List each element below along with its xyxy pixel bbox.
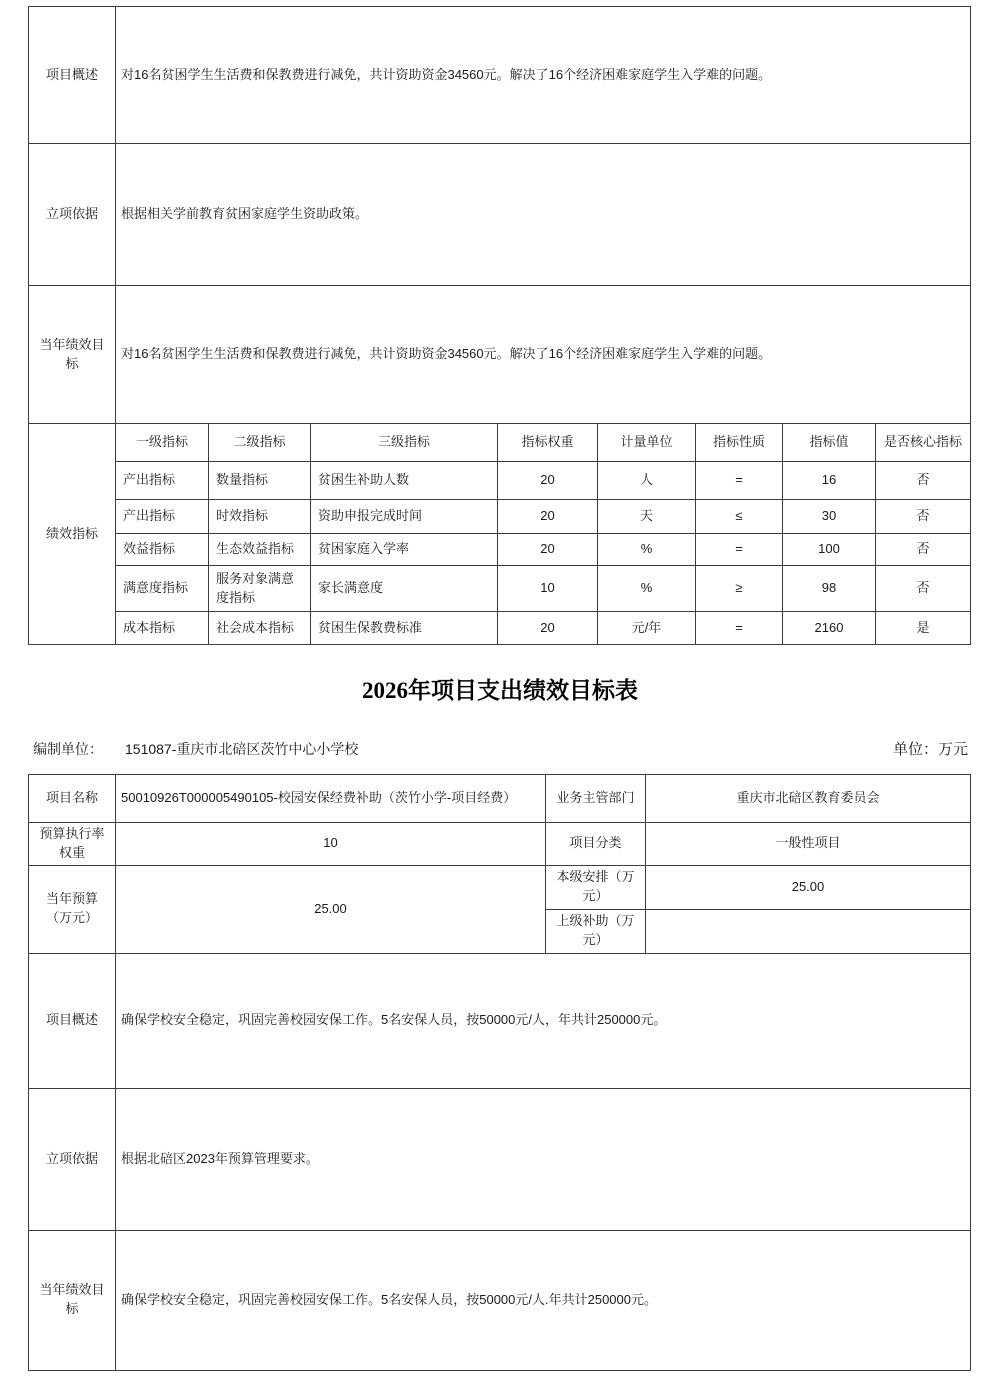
indicator-cell: 资助申报完成时间 [311,500,498,534]
table-row [29,775,971,823]
header-nature: 指标性质 [696,424,783,462]
superior-subsidy-value [646,909,971,953]
table-row [29,865,971,909]
table-row [29,286,971,424]
indicator-cell: 2160 [783,612,876,645]
header-unit: 计量单位 [598,424,696,462]
approval-basis-label: 立项依据 [29,144,116,286]
prepared-by-label: 编制单位： [33,741,103,757]
indicator-row [29,534,971,566]
indicator-cell: 数量指标 [209,462,311,500]
annual-target-content: 确保学校安全稳定，巩固完善校园安保工作。5名安保人员，按50000元/人.年共计250000元。 [116,1230,971,1370]
exec-rate-value: 10 [116,823,546,866]
indicator-cell: 100 [783,534,876,566]
local-funds-label: 本级安排（万元） [546,865,646,909]
indicator-cell: 产出指标 [116,500,209,534]
indicator-cell: 20 [498,612,598,645]
exec-rate-label: 预算执行率权重 [29,823,116,866]
indicator-row [29,566,971,612]
page-title: 2026年项目支出绩效目标表 [362,678,638,703]
indicator-header-row [29,424,971,462]
annual-target-content: 对16名贫困学生生活费和保教费进行减免，共计资助资金34560元。解决了16个经济困难家庭学生入学难的问题。 [116,286,971,424]
indicator-cell: = [696,612,783,645]
indicator-cell: 否 [876,566,971,612]
indicator-row [29,500,971,534]
header-weight: 指标权重 [498,424,598,462]
table-row [29,1230,971,1370]
annual-target-label: 当年绩效目标 [29,286,116,424]
approval-basis-content: 根据北碚区2023年预算管理要求。 [116,1088,971,1230]
indicator-cell: 元/年 [598,612,696,645]
superior-subsidy-label: 上级补助（万元） [546,909,646,953]
indicator-cell: 服务对象满意度指标 [209,566,311,612]
indicator-cell: 成本指标 [116,612,209,645]
prepared-by-value: 151087-重庆市北碚区茨竹中心小学校 [125,741,359,757]
project-overview-content: 确保学校安全稳定，巩固完善校园安保工作。5名安保人员，按50000元/人，年共计250000元。 [116,953,971,1088]
indicator-cell: 人 [598,462,696,500]
header-core: 是否核心指标 [876,424,971,462]
indicator-cell: 满意度指标 [116,566,209,612]
table-row [29,1088,971,1230]
indicator-row [29,612,971,645]
table-row [29,144,971,286]
header-level2: 二级指标 [209,424,311,462]
header-value: 指标值 [783,424,876,462]
indicator-cell: 20 [498,500,598,534]
header-level1: 一级指标 [116,424,209,462]
indicator-cell: 20 [498,534,598,566]
dept-label: 业务主管部门 [546,775,646,823]
indicator-cell: ≥ [696,566,783,612]
indicator-cell: = [696,534,783,566]
table-row [29,953,971,1088]
table-row [29,7,971,144]
indicator-cell: 家长满意度 [311,566,498,612]
dept-value: 重庆市北碚区教育委员会 [646,775,971,823]
indicator-cell: % [598,534,696,566]
indicator-cell: 天 [598,500,696,534]
indicator-cell: = [696,462,783,500]
project-name-value: 50010926T000005490105-校园安保经费补助（茨竹小学-项目经费） [116,775,546,823]
performance-target-table-top [28,6,971,645]
indicator-cell: 20 [498,462,598,500]
approval-basis-content: 根据相关学前教育贫困家庭学生资助政策。 [116,144,971,286]
approval-basis-label: 立项依据 [29,1088,116,1230]
indicators-section-label: 绩效指标 [29,424,116,645]
project-overview-label: 项目概述 [29,7,116,144]
indicator-cell: 生态效益指标 [209,534,311,566]
meta-line [33,738,968,759]
indicator-cell: 16 [783,462,876,500]
indicator-cell: 效益指标 [116,534,209,566]
indicator-cell: 10 [498,566,598,612]
indicator-cell: 贫困生保教费标准 [311,612,498,645]
indicator-cell: % [598,566,696,612]
indicator-cell: 是 [876,612,971,645]
project-overview-content: 对16名贫困学生生活费和保教费进行减免，共计资助资金34560元。解决了16个经济困难家庭学生入学难的问题。 [116,7,971,144]
performance-target-table-bottom [28,774,971,1371]
annual-target-label: 当年绩效目标 [29,1230,116,1370]
table-row [29,823,971,866]
category-label: 项目分类 [546,823,646,866]
indicator-cell: 时效指标 [209,500,311,534]
indicator-cell: 贫困生补助人数 [311,462,498,500]
indicator-cell: 社会成本指标 [209,612,311,645]
indicator-cell: ≤ [696,500,783,534]
local-funds-value: 25.00 [646,865,971,909]
project-name-label: 项目名称 [29,775,116,823]
budget-label: 当年预算（万元） [29,865,116,953]
project-overview-label: 项目概述 [29,953,116,1088]
indicator-cell: 否 [876,462,971,500]
unit-label: 单位：万元 [892,742,968,758]
indicator-cell: 98 [783,566,876,612]
indicator-row [29,462,971,500]
indicator-cell: 贫困家庭入学率 [311,534,498,566]
header-level3: 三级指标 [311,424,498,462]
indicator-cell: 否 [876,534,971,566]
indicator-cell: 否 [876,500,971,534]
indicator-cell: 30 [783,500,876,534]
indicator-cell: 产出指标 [116,462,209,500]
budget-value: 25.00 [116,865,546,953]
category-value: 一般性项目 [646,823,971,866]
